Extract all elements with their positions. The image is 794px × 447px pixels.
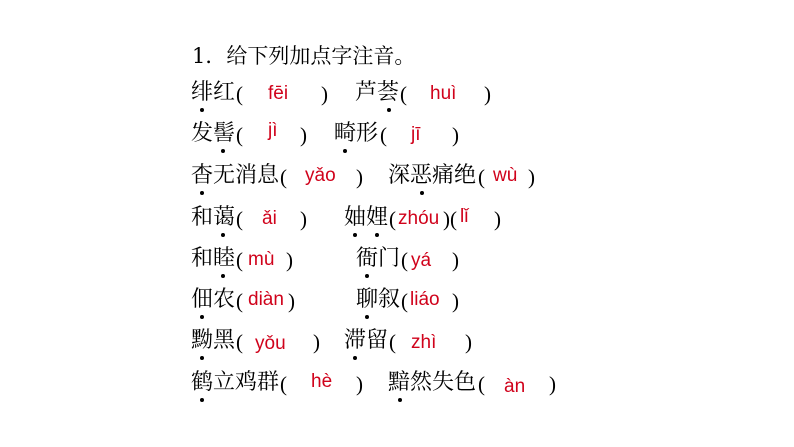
emphasis-dot bbox=[365, 274, 369, 278]
bracket-open: ( bbox=[389, 207, 396, 231]
bracket-close: ) bbox=[484, 82, 491, 106]
word-zhouli: 妯娌 bbox=[344, 205, 389, 230]
bracket-open: ( bbox=[236, 289, 243, 313]
answer-zhou: zhóu bbox=[398, 208, 440, 229]
bracket-open: ( bbox=[236, 207, 243, 231]
emphasis-dot bbox=[398, 398, 402, 402]
bracket-close: ) bbox=[452, 123, 459, 147]
emphasis-dot bbox=[221, 149, 225, 153]
answer-zhi: zhì bbox=[411, 332, 437, 353]
answer-an: àn bbox=[504, 376, 526, 397]
word-youhei: 黝黑 bbox=[191, 328, 236, 353]
bracket-open: ( bbox=[400, 82, 407, 106]
answer-ai: ǎi bbox=[262, 208, 277, 229]
bracket-open: ( bbox=[401, 289, 408, 313]
word-feihong: 绯红 bbox=[191, 80, 236, 105]
answer-ya: yá bbox=[411, 250, 432, 271]
word-yamen: 衙门 bbox=[356, 246, 401, 271]
emphasis-dot bbox=[221, 233, 225, 237]
emphasis-dot bbox=[200, 356, 204, 360]
bracket-close: ) bbox=[549, 372, 556, 396]
bracket-open: ( bbox=[236, 123, 243, 147]
word-yaowuxiaoxi: 杳无消息 bbox=[191, 163, 280, 188]
bracket-close: ) bbox=[452, 248, 459, 272]
emphasis-dot bbox=[200, 108, 204, 112]
bracket-close: ) bbox=[356, 372, 363, 396]
bracket-close: ) bbox=[452, 289, 459, 313]
word-faji: 发髻 bbox=[191, 121, 236, 146]
exercise-title: 1．给下列加点字注音。 bbox=[192, 44, 416, 68]
answer-wu: wù bbox=[493, 165, 518, 186]
emphasis-dot bbox=[420, 191, 424, 195]
bracket-open: ( bbox=[389, 330, 396, 354]
bracket-open: ( bbox=[478, 372, 485, 396]
answer-ji1: jī bbox=[411, 124, 421, 145]
bracket-close: ) bbox=[313, 330, 320, 354]
answer-he: hè bbox=[311, 371, 333, 392]
bracket-open: ( bbox=[478, 165, 485, 189]
emphasis-dot bbox=[200, 315, 204, 319]
word-hemu: 和睦 bbox=[191, 246, 236, 271]
bracket-close: )( bbox=[443, 207, 457, 231]
bracket-open: ( bbox=[280, 372, 287, 396]
emphasis-dot bbox=[221, 274, 225, 278]
word-zhiliu: 滞留 bbox=[344, 328, 389, 353]
answer-ji4: jì bbox=[268, 120, 278, 141]
emphasis-dot bbox=[200, 191, 204, 195]
bracket-open: ( bbox=[236, 248, 243, 272]
bracket-close: ) bbox=[286, 248, 293, 272]
bracket-close: ) bbox=[300, 123, 307, 147]
emphasis-dot bbox=[353, 233, 357, 237]
answer-fei: fēi bbox=[268, 83, 289, 104]
word-luhui: 芦荟 bbox=[355, 80, 400, 105]
answer-dian: diàn bbox=[248, 289, 284, 310]
bracket-open: ( bbox=[236, 330, 243, 354]
emphasis-dot bbox=[387, 108, 391, 112]
emphasis-dot bbox=[343, 149, 347, 153]
bracket-open: ( bbox=[280, 165, 287, 189]
bracket-close: ) bbox=[288, 289, 295, 313]
answer-liao: liáo bbox=[410, 289, 440, 310]
bracket-open: ( bbox=[236, 82, 243, 106]
answer-yao: yǎo bbox=[305, 165, 336, 186]
answer-li: lǐ bbox=[460, 206, 469, 227]
bracket-close: ) bbox=[494, 207, 501, 231]
answer-hui: huì bbox=[430, 83, 457, 104]
emphasis-dot bbox=[365, 315, 369, 319]
word-anranshise: 黯然失色 bbox=[388, 370, 477, 395]
bracket-close: ) bbox=[528, 165, 535, 189]
emphasis-dot bbox=[353, 356, 357, 360]
word-diannong: 佃农 bbox=[191, 287, 236, 312]
word-heai: 和蔼 bbox=[191, 205, 236, 230]
bracket-close: ) bbox=[300, 207, 307, 231]
word-jixing: 畸形 bbox=[334, 121, 379, 146]
bracket-close: ) bbox=[465, 330, 472, 354]
word-shenwutongjue: 深恶痛绝 bbox=[388, 163, 477, 188]
answer-you: yǒu bbox=[255, 333, 286, 354]
bracket-open: ( bbox=[380, 123, 387, 147]
bracket-close: ) bbox=[356, 165, 363, 189]
word-helijiqun: 鹤立鸡群 bbox=[191, 370, 280, 395]
bracket-open: ( bbox=[401, 248, 408, 272]
emphasis-dot bbox=[375, 233, 379, 237]
emphasis-dot bbox=[200, 398, 204, 402]
answer-mu: mù bbox=[248, 249, 275, 270]
bracket-close: ) bbox=[321, 82, 328, 106]
word-liaoxu: 聊叙 bbox=[356, 287, 401, 312]
